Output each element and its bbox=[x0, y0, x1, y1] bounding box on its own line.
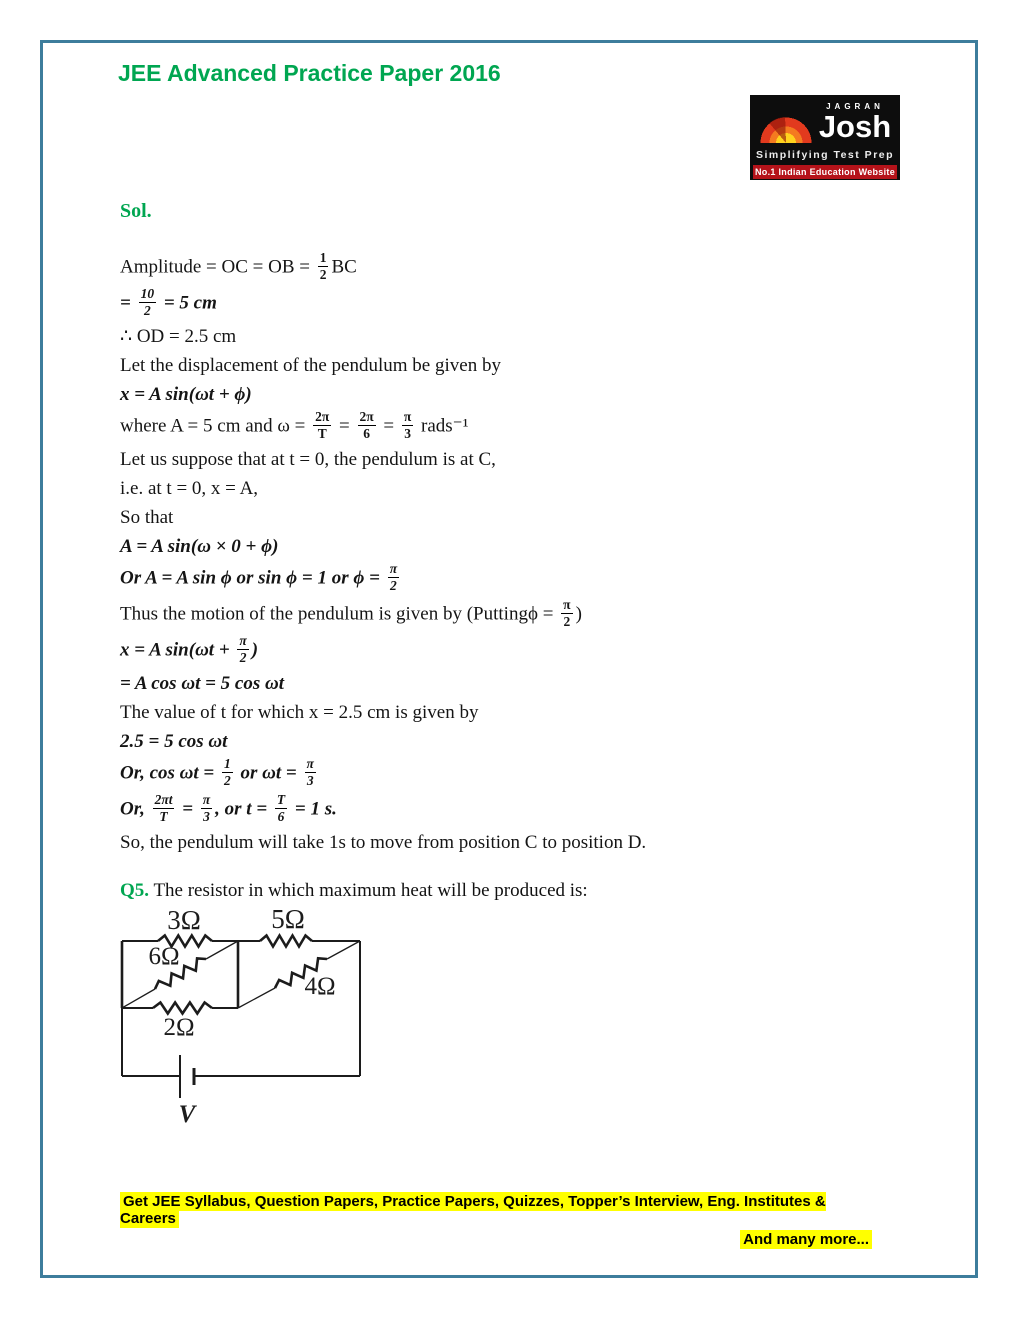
solution-line: ∴ OD = 2.5 cm bbox=[120, 326, 237, 348]
solution-line: A = A sin(ω × 0 + ϕ) bbox=[120, 536, 279, 558]
solution-line: where A = 5 cm and ω = $\frac{2\pi}{T}$ = $\frac{2\pi}{6}$ = $\frac{\pi}{3}$ rads⁻¹ bbox=[120, 409, 469, 441]
fraction: $\frac{2\pi}{6}$ bbox=[359, 409, 374, 441]
solution-block bbox=[120, 250, 880, 857]
solution-line: x = A sin(ωt + ϕ) bbox=[120, 384, 252, 406]
solution-line: Thus the motion of the pendulum is given by (Puttingϕ = $\frac{\pi}{2}$ ) bbox=[120, 597, 582, 629]
label-voltage-source: V bbox=[178, 1101, 196, 1128]
footer bbox=[120, 1193, 872, 1248]
question-text: The resistor in which maximum heat will be produced is: bbox=[149, 880, 588, 901]
solution-line: = A cos ωt = 5 cos ωt bbox=[120, 673, 285, 695]
label-resistor-3ohm: 3Ω bbox=[167, 905, 201, 935]
footer-line-1-text: Get JEE Syllabus, Question Papers, Practice Papers, Quizzes, Topper’s Interview, Eng. Institutes & Careers bbox=[120, 1193, 826, 1227]
resistor-2ohm bbox=[153, 1003, 212, 1014]
logo-tagline: Simplifying Test Prep bbox=[755, 148, 895, 161]
logo-top-row bbox=[750, 102, 900, 143]
solution-line: Or A = A sin ϕ or sin ϕ = 1 or ϕ = $\frac{\pi}{2}$ bbox=[120, 561, 398, 593]
label-resistor-2ohm: 2Ω bbox=[163, 1014, 195, 1041]
solution-line: Or, cos ωt = $\frac{1}{2}$ or ωt = $\frac{\pi}{3}$ bbox=[120, 756, 314, 788]
solution-label: Sol. bbox=[120, 200, 152, 222]
fraction: $\frac{\pi}{3}$ bbox=[306, 756, 314, 788]
solution-line: Let the displacement of the pendulum be given by bbox=[120, 355, 501, 377]
solution-line: The value of t for which x = 2.5 cm is given by bbox=[120, 702, 479, 724]
fraction: $\frac{\pi}{2}$ bbox=[239, 633, 247, 665]
footer-line-2 bbox=[120, 1231, 872, 1248]
solution-line: Or, $\frac{2\pi t}{T}$ = $\frac{\pi}{3}$ , or t = $\frac{T}{6}$ = 1 s. bbox=[120, 792, 337, 824]
fraction: $\frac{2\pi}{T}$ bbox=[315, 409, 330, 441]
solution-line: So, the pendulum will take 1s to move from position C to position D. bbox=[120, 832, 647, 854]
fraction: $\frac{1}{2}$ bbox=[319, 250, 327, 282]
fraction: $\frac{\pi}{2}$ bbox=[389, 561, 398, 593]
battery-icon bbox=[180, 1055, 194, 1098]
wire-diag4-lead2 bbox=[327, 941, 360, 959]
jagran-josh-logo bbox=[750, 95, 900, 180]
solution-line: 2.5 = 5 cos ωt bbox=[120, 731, 228, 753]
logo-banner: No.1 Indian Education Website bbox=[754, 166, 896, 177]
fraction: $\frac{\pi}{2}$ bbox=[563, 597, 571, 629]
fraction: $\frac{2\pi t}{T}$ bbox=[154, 792, 173, 824]
question-number: Q5. bbox=[120, 880, 150, 901]
solution-line: = $\frac{10}{2}$ = 5 cm bbox=[120, 286, 217, 318]
label-resistor-6ohm: 6Ω bbox=[148, 943, 180, 970]
fraction: $\frac{\pi}{3}$ bbox=[202, 792, 211, 824]
solution-line: i.e. at t = 0, x = A, bbox=[120, 478, 259, 500]
footer-line-1 bbox=[120, 1193, 872, 1227]
solution-line: Let us suppose that at t = 0, the pendulum is at C, bbox=[120, 449, 496, 471]
label-resistor-5ohm: 5Ω bbox=[271, 904, 305, 934]
logo-wordmark bbox=[818, 102, 892, 143]
logo-josh-text: Josh bbox=[818, 109, 892, 144]
fraction: $\frac{\pi}{3}$ bbox=[403, 409, 412, 441]
logo-jagran-text: JAGRAN bbox=[826, 102, 884, 111]
circuit-diagram bbox=[100, 895, 390, 1140]
solution-line: x = A sin(ωt + $\frac{\pi}{2}$ ) bbox=[120, 633, 259, 665]
footer-line-2-text: And many more... bbox=[740, 1230, 872, 1249]
fraction: $\frac{10}{2}$ bbox=[140, 286, 155, 318]
fraction: $\frac{1}{2}$ bbox=[224, 756, 231, 788]
wire-diag4-lead1 bbox=[238, 988, 275, 1008]
label-resistor-4ohm: 4Ω bbox=[304, 973, 336, 1000]
resistor-5ohm bbox=[260, 936, 312, 947]
page-title: JEE Advanced Practice Paper 2016 bbox=[118, 60, 501, 86]
solution-line: So that bbox=[120, 507, 174, 529]
solution-line: Amplitude = OC = OB = $\frac{1}{2}$ BC bbox=[120, 250, 357, 282]
wire-diag6-lead1 bbox=[122, 989, 155, 1008]
fraction: $\frac{T}{6}$ bbox=[276, 792, 286, 824]
sunrise-arc-icon bbox=[760, 117, 812, 143]
wire-diag6-lead2 bbox=[206, 941, 238, 959]
